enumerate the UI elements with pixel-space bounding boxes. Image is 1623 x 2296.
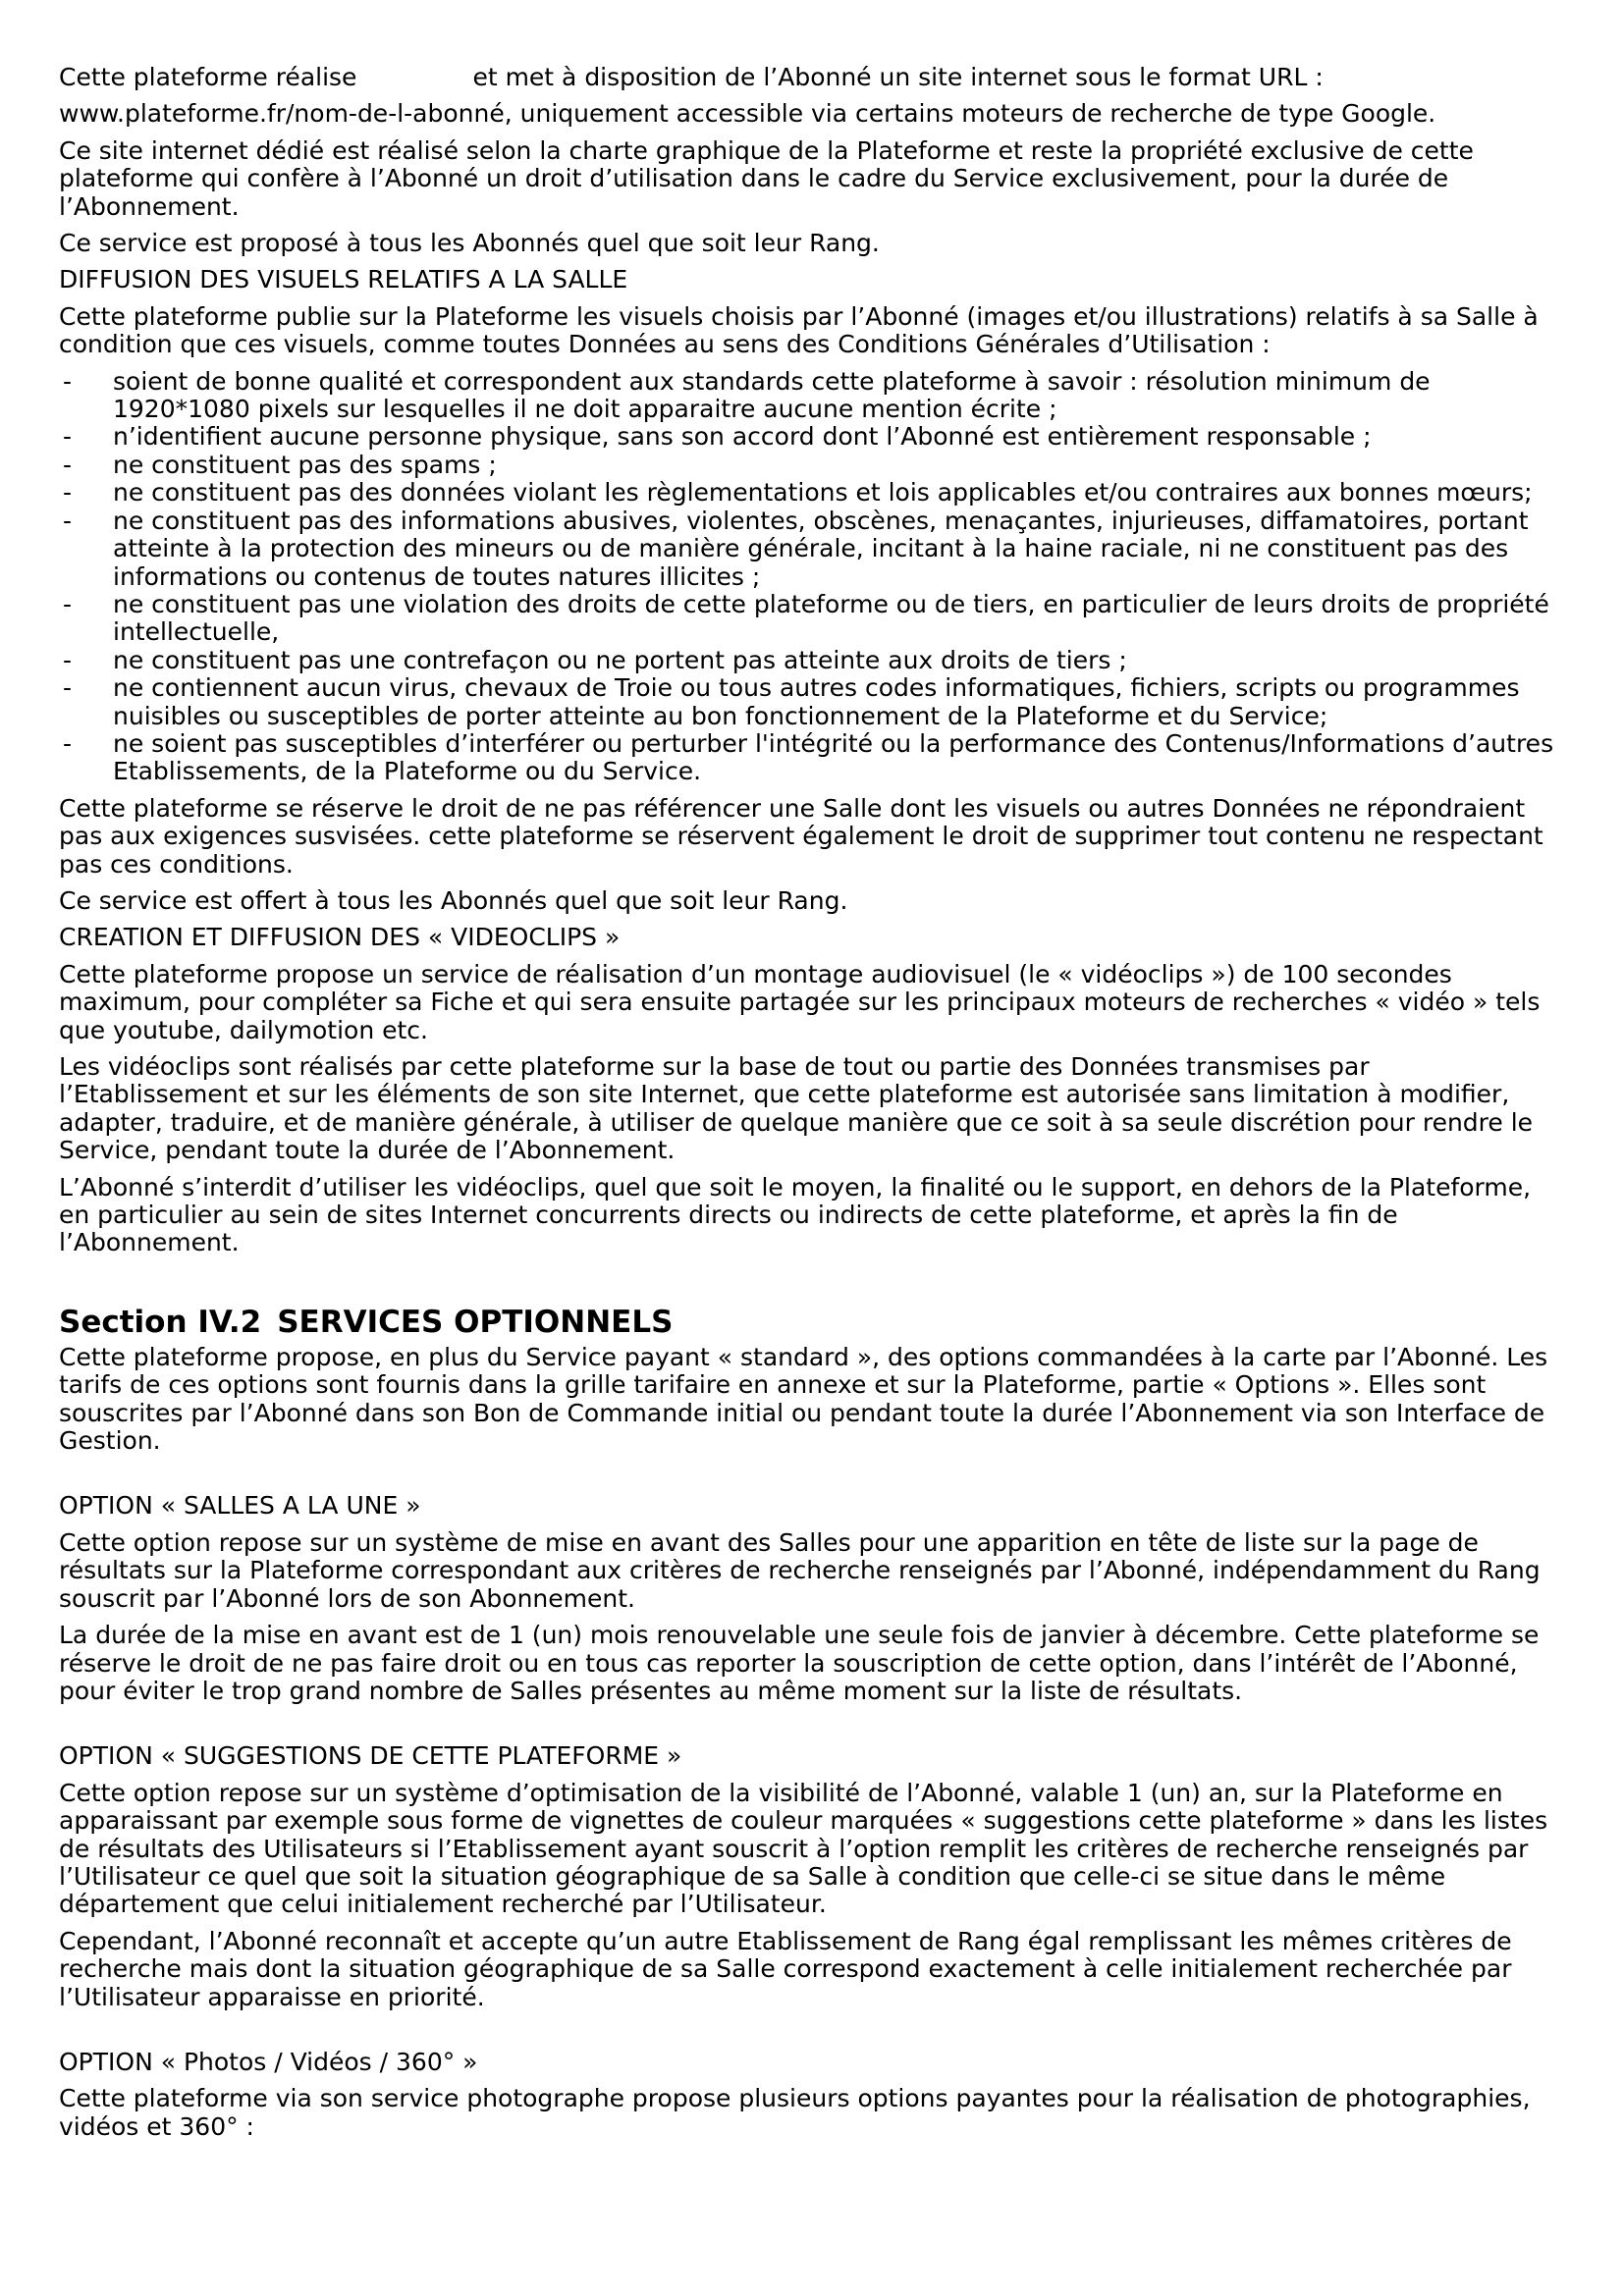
paragraph-url: www.plateforme.fr/nom-de-l-abonné, uniquement accessible via certains moteurs de recherche de type Google. [59, 99, 1436, 129]
bullet-item [59, 423, 1562, 451]
section-number: Section IV.2 [59, 1304, 262, 1340]
bullet-text: n’identifient aucune personne physique, sans son accord dont l’Abonné est entièrement responsable ; [113, 422, 1372, 452]
bullet-item [59, 591, 1562, 647]
paragraph-interdiction-videoclips: L’Abonné s’interdit d’utiliser les vidéoclips, quel que soit le moyen, la finalité ou le support, en dehors de la Plateforme, en particulier au sein de sites Internet concurrents directs ou indirects de cette plateforme, et après la fin de l’Abonnement. [59, 1172, 1532, 1257]
bullet-text: ne constituent pas des spams ; [113, 450, 497, 479]
bullet-text: ne constituent pas une contrefaçon ou ne portent pas atteinte aux droits de tiers ; [113, 645, 1127, 674]
paragraph-suggestions-systeme: Cette option repose sur un système d’optimisation de la visibilité de l’Abonné, valable 1 (un) an, sur la Plateforme en apparaissant par exemple sous forme de vignettes de couleur marquées « suggestions cette plateforme » dans les listes de résultats des Utilisateurs si l’Etablissement ayant souscrit à l’option remplit les critères de recherche renseignés par l’Utilisateur ce quel que soit la situation géographique de sa Salle à condition que celle-ci se situe dans le même département que celui initialement recherché par l’Utilisateur. [59, 1778, 1548, 1919]
paragraph-salles-mise-en-avant: Cette option repose sur un système de mise en avant des Salles pour une apparition en tête de liste sur la page de résultats sur la Plateforme correspondant aux critères de recherche renseignés par l’Abonné, indépendamment du Rang souscrit par l’Abonné lors de son Abonnement. [59, 1527, 1541, 1613]
bullet-item [59, 730, 1562, 786]
bullet-text: ne constituent pas des données violant les règlementations et lois applicables et/ou contraires aux bonnes mœurs; [113, 478, 1533, 507]
bullet-item [59, 452, 1562, 479]
paragraph-service-propose: Ce service est proposé à tous les Abonnés quel que soit leur Rang. [59, 229, 880, 258]
bullet-text: ne contiennent aucun virus, chevaux de Troie ou tous autres codes informatiques, fichiers, scripts ou programmes nuisibles ou susceptibles de porter atteinte au bon fonctionnement de la Plateforme et du Service; [113, 673, 1520, 730]
paragraph-service-offert: Ce service est offert à tous les Abonnés quel que soit leur Rang. [59, 885, 848, 915]
paragraph-publie-visuels: Cette plateforme publie sur la Plateforme les visuels choisis par l’Abonné (images et/ou illustrations) relatifs à sa Salle à condition que ces visuels, comme toutes Données au sens des Conditions Générales d’Utilisation : [59, 301, 1539, 359]
bullet-dash: - [63, 450, 73, 479]
bullet-item [59, 368, 1562, 424]
paragraph-suggestions-cependant: Cependant, l’Abonné reconnaît et accepte qu’un autre Etablissement de Rang égal remplissant les mêmes critères de recherche mais dont la situation géographique de sa Salle correspond exactement à celle initialement recherchée par l’Utilisateur apparaisse en priorité. [59, 1926, 1512, 2011]
paragraph-salles-duree: La durée de la mise en avant est de 1 (un) mois renouvelable une seule fois de janvier à décembre. Cette plateforme se réserve le droit de ne pas faire droit ou en tous cas reporter la souscription de cette option, dans l’intérêt de l’Abonné, pour éviter le trop grand nombre de Salles présentes au même moment sur la liste de résultats. [59, 1621, 1540, 1705]
bullet-dash: - [63, 589, 73, 618]
bullet-dash: - [63, 673, 73, 703]
bullet-item [59, 647, 1562, 674]
paragraph-montage-audiovisuel: Cette plateforme propose un service de réalisation d’un montage audiovisuel (le « vidéoclips ») de 100 secondes maximum, pour compléter sa Fiche et qui sera ensuite partagée sur les principaux moteurs de recherches « vidéo » tels que youtube, dailymotion etc. [59, 959, 1541, 1044]
section-heading [59, 1305, 1562, 1340]
bullet-dash: - [63, 366, 73, 396]
paragraph-reserve-referencement: Cette plateforme se réserve le droit de ne pas référencer une Salle dont les visuels ou autres Données ne répondraient pas aux exigences susvisées. cette plateforme se réservent également le droit de supprimer tout contenu ne respectant pas ces conditions. [59, 793, 1543, 879]
bullet-dash: - [63, 645, 73, 674]
section-title: SERVICES OPTIONNELS [277, 1304, 674, 1340]
bullet-dash: - [63, 422, 73, 452]
bullet-dash: - [63, 506, 73, 535]
bullet-dash: - [63, 728, 73, 758]
subheading-diffusion-visuels: DIFFUSION DES VISUELS RELATIFS A LA SALLE [59, 265, 628, 294]
bullet-text: ne constituent pas une violation des droits de cette plateforme ou de tiers, en particulier de leurs droits de propriété intellectuelle, [113, 589, 1549, 647]
bullet-text: soient de bonne qualité et correspondent aux standards cette plateforme à savoir : résolution minimum de 1920*1080 pixels sur lesquelles il ne doit apparaitre aucune mention écrite ; [113, 366, 1431, 424]
paragraph-site-intro [59, 64, 1562, 91]
paragraph-site-intro-before-redaction: Cette plateforme réalise [59, 63, 357, 91]
bullet-item [59, 479, 1562, 507]
bullet-text: ne soient pas susceptibles d’interférer ou perturber l'intégrité ou la performance des Contenus/Informations d’autres Etablissements, de la Plateforme ou du Service. [113, 728, 1554, 786]
bullet-item [59, 674, 1562, 730]
paragraph-site-intro-after-redaction: et met à disposition de l’Abonné un site internet sous le format URL : [472, 63, 1324, 91]
bullet-text: ne constituent pas des informations abusives, violentes, obscènes, menaçantes, injurieuses, diffamatoires, portant atteinte à la protection des mineurs ou de manière générale, incitant à la haine raciale, ni ne constituent pas des informations ou contenus de toutes natures illicites ; [113, 506, 1529, 591]
bullet-item [59, 507, 1562, 591]
subheading-option-photos-videos-360: OPTION « Photos / Vidéos / 360° » [59, 2047, 478, 2076]
paragraph-photos-options: Cette plateforme via son service photographe propose plusieurs options payantes pour la réalisation de photographies, vidéos et 360° : [59, 2084, 1531, 2141]
subheading-option-suggestions: OPTION « SUGGESTIONS DE CETTE PLATEFORME » [59, 1741, 682, 1771]
bullet-dash: - [63, 478, 73, 507]
paragraph-videoclips-realises: Les vidéoclips sont réalisés par cette plateforme sur la base de tout ou partie des Données transmises par l’Etablissement et sur les éléments de son site Internet, que cette plateforme est autorisée sans limitation à modifier, adapter, traduire, et de manière générale, à utiliser de quelque manière que ce soit à sa seule discrétion pour rendre le Service, pendant toute la durée de l’Abonnement. [59, 1052, 1534, 1165]
subheading-option-salles-a-la-une: OPTION « SALLES A LA UNE » [59, 1491, 421, 1521]
paragraph-options-intro: Cette plateforme propose, en plus du Service payant « standard », des options commandées à la carte par l’Abonné. Les tarifs de ces options sont fournis dans la grille tarifaire en annexe et sur la Plateforme, partie « Options ». Elles sont souscrites par l’Abonné dans son Bon de Commande initial ou pendant toute la durée l’Abonnement via son Interface de Gestion. [59, 1342, 1548, 1456]
subheading-creation-videoclips: CREATION ET DIFFUSION DES « VIDEOCLIPS » [59, 923, 621, 952]
bullet-list-conditions-visuels [59, 368, 1562, 786]
paragraph-site-dedie: Ce site internet dédié est réalisé selon la charte graphique de la Plateforme et reste la propriété exclusive de cette plateforme qui confère à l’Abonné un droit d’utilisation dans le cadre du Service exclusivement, pour la durée de l’Abonnement. [59, 135, 1474, 221]
